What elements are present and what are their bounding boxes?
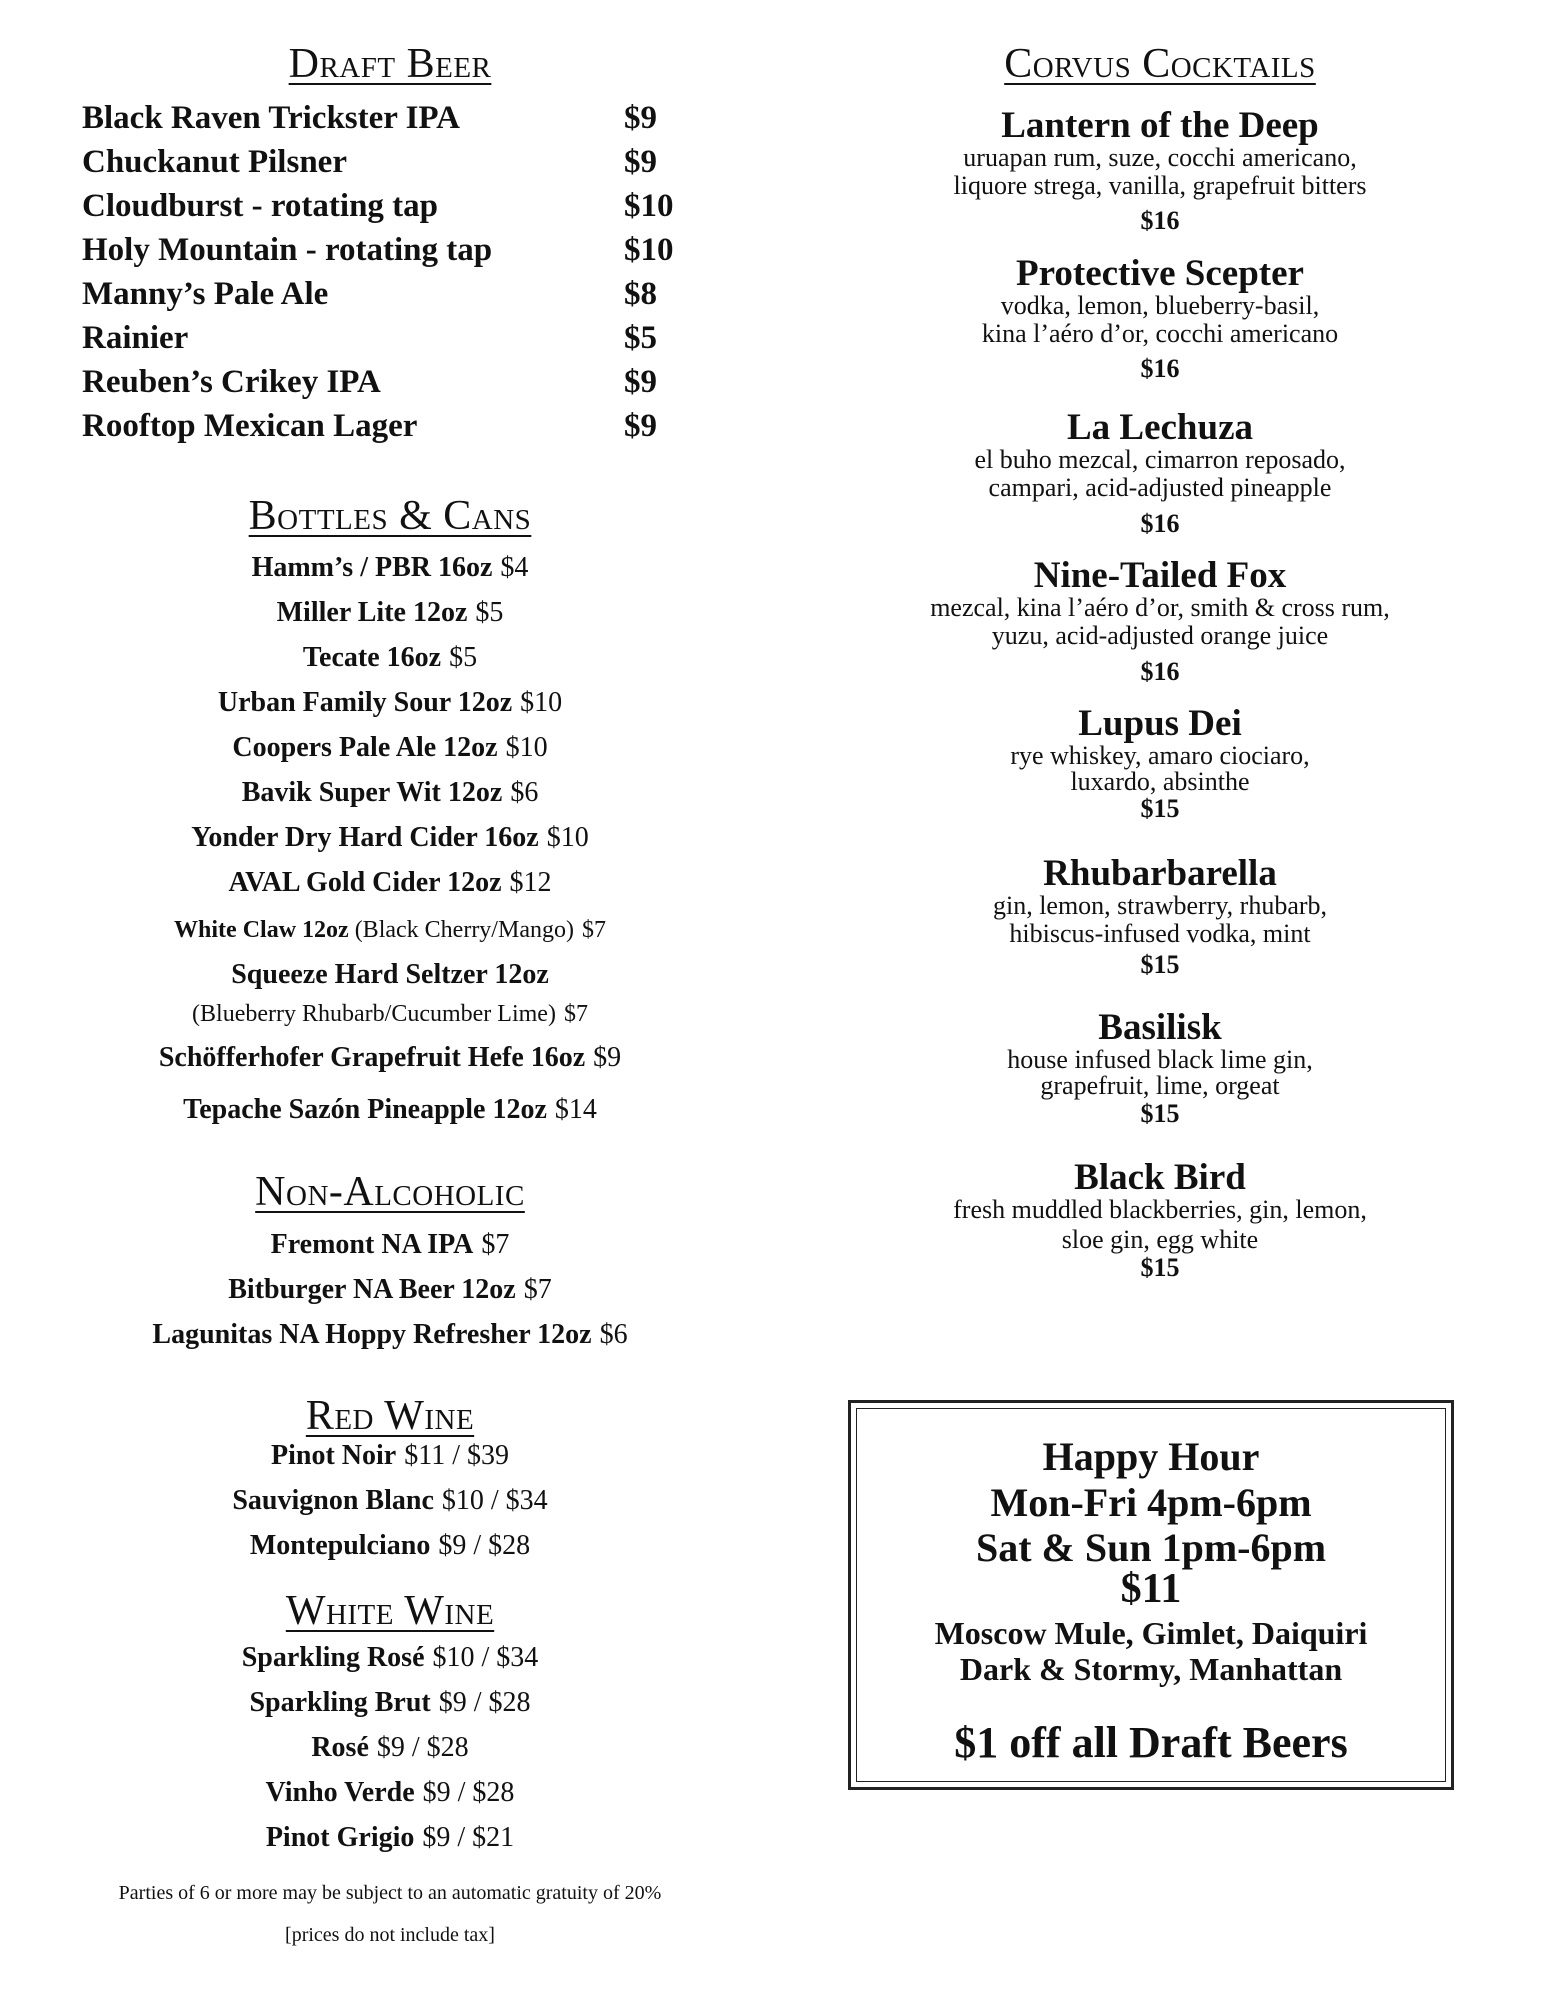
list-item [82, 272, 732, 316]
list-item [0, 1640, 780, 1676]
list-item [82, 316, 732, 360]
item-price: $10 / $34 [432, 1642, 539, 1673]
cocktail-name: Black Bird [1074, 1157, 1246, 1198]
list-item [0, 1272, 780, 1308]
bottles-cans-title: Bottles & Cans [248, 493, 532, 539]
list-item [0, 730, 780, 766]
item-name: Bitburger NA Beer 12oz [228, 1274, 516, 1305]
item-name: Montepulciano [249, 1530, 431, 1561]
list-item [82, 404, 732, 448]
happy-hour-inner-border [856, 1408, 1446, 1782]
item-name: Squeeze Hard Seltzer 12oz [231, 959, 549, 990]
item-name: Schöfferhofer Grapefruit Hefe 16oz [158, 1042, 586, 1073]
list-item [0, 1092, 780, 1128]
item-price: $10 [505, 732, 548, 763]
non-alcoholic-title: Non-Alcoholic [255, 1169, 525, 1215]
item-name: Pinot Grigio [265, 1822, 415, 1853]
cocktail-price: $16 [1140, 354, 1180, 383]
beer-name: Rooftop Mexican Lager [82, 408, 418, 444]
list-item [82, 228, 732, 272]
item-detail: (Black Cherry/Mango) [354, 917, 574, 943]
list-item [0, 1483, 780, 1519]
list-item [0, 640, 780, 676]
item-name: Fremont NA IPA [270, 1229, 474, 1260]
item-price: $10 [520, 687, 563, 718]
beer-price: $10 [624, 232, 674, 268]
gratuity-note: Parties of 6 or more may be subject to an automatic gratuity of 20% [118, 1882, 662, 1904]
item-name: AVAL Gold Cider 12oz [228, 867, 502, 898]
list-item [0, 685, 780, 721]
cocktail-desc-line: gin, lemon, strawberry, rhubarb, [992, 891, 1328, 920]
beer-price: $5 [624, 320, 657, 356]
item-name: Sauvignon Blanc [232, 1485, 434, 1516]
beer-name: Chuckanut Pilsner [82, 144, 347, 180]
list-item [0, 550, 780, 586]
beer-name: Holy Mountain - rotating tap [82, 232, 493, 268]
cocktail-price: $15 [1140, 1099, 1180, 1128]
cocktail-desc-line: sloe gin, egg white [1061, 1225, 1259, 1254]
item-name: Miller Lite 12oz [276, 597, 468, 628]
happy-hour-beer-deal: $1 off all Draft Beers [954, 1718, 1348, 1767]
list-item [0, 1775, 780, 1811]
item-price: $7 [523, 1274, 552, 1305]
list-item [0, 1820, 780, 1856]
cocktail-desc-line: liquore strega, vanilla, grapefruit bitters [953, 171, 1367, 200]
item-detail: (Blueberry Rhubarb/Cucumber Lime) [192, 1001, 556, 1027]
cocktails-title: Corvus Cocktails [1004, 41, 1316, 87]
cocktail-desc-line: vodka, lemon, blueberry-basil, [1000, 291, 1320, 320]
happy-hour-weekend: Sat & Sun 1pm-6pm [975, 1525, 1327, 1570]
beer-price: $9 [624, 144, 657, 180]
beer-price: $9 [624, 364, 657, 400]
item-name: Lagunitas NA Hoppy Refresher 12oz [152, 1319, 592, 1350]
cocktail-price: $16 [1140, 206, 1180, 235]
list-item-detail-line [0, 996, 780, 1032]
cocktail-desc-line: grapefruit, lime, orgeat [1040, 1071, 1280, 1100]
beer-name: Cloudburst - rotating tap [82, 188, 439, 224]
draft-beer-title: Draft Beer [288, 41, 492, 87]
list-item [82, 360, 732, 404]
item-name: Yonder Dry Hard Cider 16oz [191, 822, 539, 853]
item-name: Vinho Verde [265, 1777, 415, 1808]
list-item [0, 912, 780, 948]
item-price: $11 / $39 [404, 1440, 509, 1471]
cocktail-price: $16 [1140, 509, 1180, 538]
cocktail-desc-line: kina l’aéro d’or, cocchi americano [981, 319, 1339, 348]
item-price: $9 / $21 [422, 1822, 515, 1853]
cocktail-name: Protective Scepter [1016, 253, 1304, 294]
item-price: $7 [581, 917, 606, 943]
list-item [0, 865, 780, 901]
item-price: $9 / $28 [438, 1687, 531, 1718]
item-name: Urban Family Sour 12oz [217, 687, 513, 718]
item-name: Tepache Sazón Pineapple 12oz [183, 1094, 547, 1125]
cocktail-price: $15 [1140, 1253, 1180, 1282]
item-price: $7 [563, 1001, 588, 1027]
cocktail-desc-line: fresh muddled blackberries, gin, lemon, [953, 1195, 1367, 1224]
cocktail-price: $16 [1140, 657, 1180, 686]
happy-hour-drinks: Dark & Stormy, Manhattan [959, 1651, 1343, 1687]
beer-name: Rainier [82, 320, 189, 356]
list-item [82, 184, 732, 228]
cocktail-name: Rhubarbarella [1043, 853, 1277, 894]
red-wine-title: Red Wine [305, 1393, 475, 1439]
item-price: $5 [449, 642, 478, 673]
list-item [0, 1528, 780, 1564]
item-price: $9 / $28 [438, 1530, 531, 1561]
item-price: $6 [599, 1319, 628, 1350]
cocktail-desc-line: campari, acid-adjusted pineapple [988, 473, 1332, 502]
happy-hour-weekday: Mon-Fri 4pm-6pm [990, 1480, 1312, 1525]
list-item [0, 820, 780, 856]
item-price: $12 [509, 867, 552, 898]
cocktail-desc-line: el buho mezcal, cimarron reposado, [974, 445, 1346, 474]
cocktail-desc-line: hibiscus-infused vodka, mint [1009, 919, 1311, 948]
item-name: Tecate 16oz [302, 642, 442, 673]
item-name: Sparkling Brut [249, 1687, 431, 1718]
list-item [0, 1227, 780, 1263]
item-price: $4 [500, 552, 529, 583]
list-item [0, 1040, 780, 1076]
list-item [0, 775, 780, 811]
beer-price: $9 [624, 408, 657, 444]
item-name: Hamm’s / PBR 16oz [251, 552, 493, 583]
cocktail-desc-line: mezcal, kina l’aéro d’or, smith & cross rum, [930, 593, 1390, 622]
cocktail-name: Basilisk [1098, 1007, 1222, 1048]
beer-name: Reuben’s Crikey IPA [82, 364, 381, 400]
cocktail-desc-line: house infused black lime gin, [1007, 1045, 1313, 1074]
item-name: Bavik Super Wit 12oz [241, 777, 503, 808]
list-item [82, 96, 732, 140]
item-name: White Claw 12oz [174, 917, 349, 943]
cocktail-name: Lupus Dei [1078, 703, 1242, 744]
item-price: $6 [510, 777, 539, 808]
beer-name: Manny’s Pale Ale [82, 276, 329, 312]
item-price: $9 / $28 [422, 1777, 515, 1808]
tax-note: [prices do not include tax] [285, 1924, 495, 1946]
item-price: $9 [593, 1042, 622, 1073]
cocktail-name: Lantern of the Deep [1001, 105, 1319, 146]
item-price: $10 [546, 822, 589, 853]
item-name: Pinot Noir [271, 1440, 397, 1471]
beer-price: $8 [624, 276, 657, 312]
list-item [0, 1438, 780, 1474]
beer-price: $9 [624, 100, 657, 136]
happy-hour-title: Happy Hour [1042, 1434, 1260, 1479]
list-item [0, 957, 780, 993]
happy-hour-drinks: Moscow Mule, Gimlet, Daiquiri [934, 1615, 1368, 1651]
item-price: $14 [554, 1094, 597, 1125]
item-name: Rosé [311, 1732, 369, 1763]
list-item [0, 595, 780, 631]
list-item [82, 140, 732, 184]
item-price: $7 [481, 1229, 510, 1260]
cocktail-name: Nine-Tailed Fox [1033, 555, 1287, 596]
list-item [0, 1317, 780, 1353]
cocktail-desc-line: uruapan rum, suze, cocchi americano, [963, 143, 1357, 172]
happy-hour-box [848, 1400, 1454, 1790]
cocktail-desc-line: rye whiskey, amaro ciociaro, [1010, 741, 1310, 770]
cocktail-name: La Lechuza [1066, 407, 1254, 448]
cocktail-desc-line: yuzu, acid-adjusted orange juice [991, 621, 1329, 650]
beer-name: Black Raven Trickster IPA [82, 100, 460, 136]
cocktail-price: $15 [1140, 794, 1180, 823]
list-item [0, 1685, 780, 1721]
item-price: $9 / $28 [376, 1732, 469, 1763]
item-price: $10 / $34 [441, 1485, 548, 1516]
item-price: $5 [475, 597, 504, 628]
happy-hour-price: $11 [1120, 1566, 1182, 1612]
item-name: Coopers Pale Ale 12oz [232, 732, 498, 763]
white-wine-title: White Wine [285, 1588, 495, 1634]
cocktail-price: $15 [1140, 950, 1180, 979]
cocktail-desc-line: luxardo, absinthe [1070, 767, 1250, 796]
item-name: Sparkling Rosé [241, 1642, 425, 1673]
beer-price: $10 [624, 188, 674, 224]
list-item [0, 1730, 780, 1766]
